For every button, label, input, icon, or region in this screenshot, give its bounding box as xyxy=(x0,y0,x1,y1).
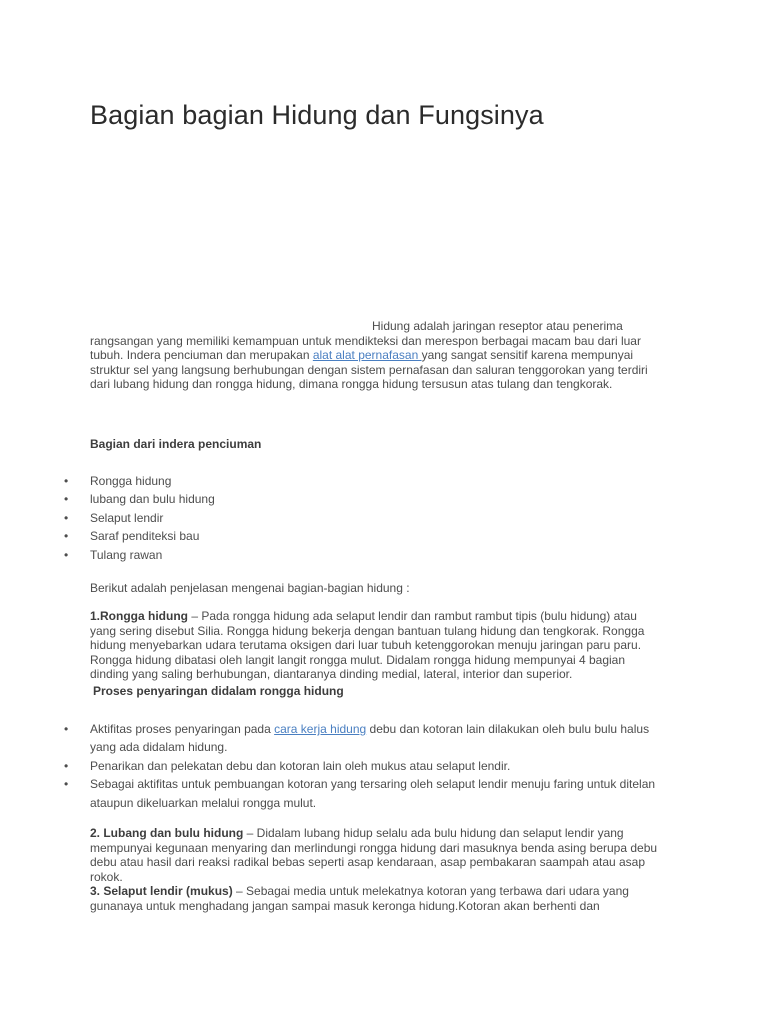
list-item-text: Selaput lendir xyxy=(90,510,164,525)
section2-3-paragraph xyxy=(90,826,660,913)
process-item1-part2: debu dan kotoran lain dilakukan oleh bulu bulu halus yang ada didalam hidung. xyxy=(90,722,650,755)
bullet-icon: • xyxy=(64,492,69,507)
list-item xyxy=(0,720,660,757)
link-cara-kerja-hidung[interactable]: cara kerja hidung xyxy=(274,722,367,736)
parts-list xyxy=(0,474,215,566)
explanation-intro: Berikut adalah penjelasan mengenai bagian-bagian hidung : xyxy=(90,581,410,595)
section2-text: – Didalam lubang hidup selalu ada bulu hidung dan selaput lendir yang mempunyai kegunaan menyaring dan merlindungi rongga hidung dari masuknya benda asing berupa debu debu atau hasil dari reaksi radikal bebas seperti asap kendaraan, asap pembakaran saampah atau asap rokok. xyxy=(90,826,658,884)
bullet-icon: • xyxy=(64,510,69,525)
list-item xyxy=(0,548,215,566)
section2-label: 2. Lubang dan bulu hidung xyxy=(90,826,244,840)
bullet-icon: • xyxy=(64,722,69,736)
section1-label: 1.Rongga hidung xyxy=(90,609,188,623)
list-item xyxy=(0,474,215,492)
list-item xyxy=(0,775,660,812)
bullet-icon: • xyxy=(64,777,69,792)
bullet-icon: • xyxy=(64,474,69,488)
list-item xyxy=(0,492,215,510)
process-list xyxy=(0,720,660,812)
proses-heading: Proses penyaringan didalam rongga hidung xyxy=(93,684,344,698)
list-item xyxy=(0,529,215,547)
section3-label: 3. Selaput lendir (mukus) xyxy=(90,884,233,898)
intro-paragraph xyxy=(90,319,660,392)
list-item xyxy=(0,511,215,529)
process-item1-part1: Aktifitas proses penyaringan pada xyxy=(90,722,275,736)
intro-text-part2: yang sangat sensitif karena mempunyai struktur sel yang langsung berhubungan dengan sistem pernafasan dan saluran tenggorokan yang terdiri dari lubang hidung dan rongga hidung, dimana rongga hidung tersusun atas tulang dan tengkorak. xyxy=(90,348,648,391)
list-item-text: lubang dan bulu hidung xyxy=(90,492,215,507)
list-item-text: Saraf penditeksi bau xyxy=(90,529,200,544)
section1-text: – Pada rongga hidung ada selaput lendir dan rambut rambut tipis (bulu hidung) atau yang sering disebut Silia. Rongga hidung bekerja dengan bantuan tulang hidung dan tengkorak. Rongga hidung menyebarkan udara terutama oksigen dari luar tubuh ketenggorokan menuju jaringan paru paru. Rongga hidung dibatasi oleh langit langit rongga mulut. Didalam rongga hidung mempunyai 4 bagian dinding yang saling berhubungan, diantaranya dinding medial, lateral, interior dan superior. xyxy=(90,609,645,681)
bullet-icon: • xyxy=(64,547,69,562)
section1-paragraph xyxy=(90,609,660,682)
bullet-icon: • xyxy=(64,529,69,544)
section3-paragraph xyxy=(90,884,660,913)
section2-paragraph xyxy=(90,826,660,884)
section3-text: – Sebagai media untuk melekatnya kotoran yang terbawa dari udara yang gunanaya untuk menghadang jangan sampai masuk keronga hidung.Kotoran akan berhenti dan xyxy=(90,884,629,913)
list-item xyxy=(0,757,660,775)
link-alat-pernafasan[interactable]: alat alat pernafasan xyxy=(312,348,422,362)
section-heading-indera: Bagian dari indera penciuman xyxy=(90,437,262,451)
intro-text-part1: Hidung adalah jaringan reseptor atau penerima rangsangan yang memiliki kemampuan untuk mendikteksi dan merespon berbagai macam bau dari luar tubuh. Indera penciuman dan merupakan xyxy=(90,319,641,362)
list-item-text: Tulang rawan xyxy=(90,547,163,562)
process-item2: Penarikan dan pelekatan debu dan kotoran lain oleh mukus atau selaput lendir. xyxy=(90,758,511,773)
process-item3: Sebagai aktifitas untuk pembuangan kotoran yang tersaring oleh selaput lendir menuju faring untuk ditelan ataupun dikeluarkan melalui rongga mulut. xyxy=(90,777,656,810)
list-item-text: Rongga hidung xyxy=(90,474,172,488)
bullet-icon: • xyxy=(64,758,69,773)
page-title: Bagian bagian Hidung dan Fungsinya xyxy=(90,100,544,130)
